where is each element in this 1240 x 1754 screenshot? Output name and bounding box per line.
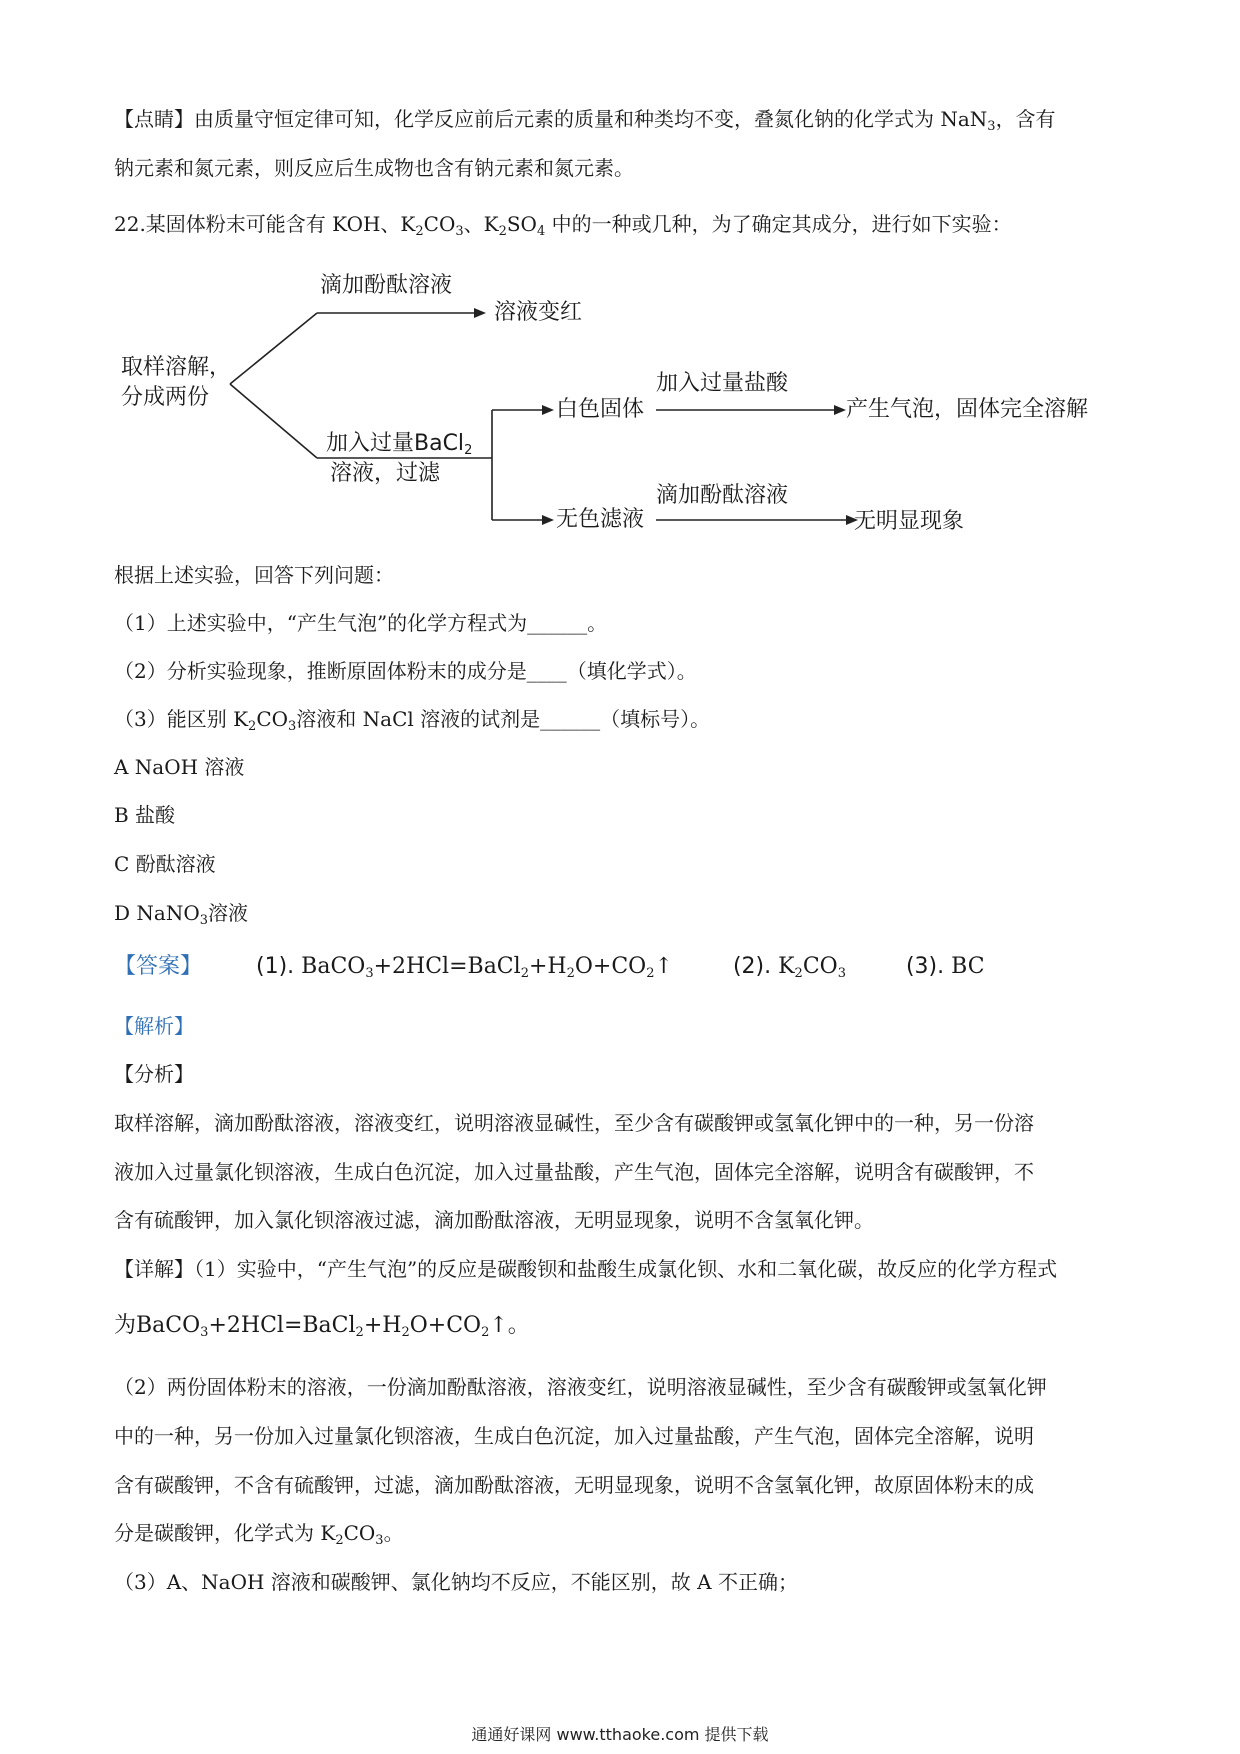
fenxi-line-3: 含有硫酸钾，加入氯化钡溶液过滤，滴加酚酞溶液，无明显现象，说明不含氢氧化钾。 bbox=[114, 1208, 874, 1232]
filtrate-result-label: 无明显现象 bbox=[854, 509, 965, 534]
bottom-reagent-label-2: 溶液，过滤 bbox=[330, 461, 441, 486]
p2-line-2: 中的一种，另一份加入过量氯化钡溶液，生成白色沉淀，加入过量盐酸，产生气泡，固体完全溶解，说明 bbox=[114, 1424, 1034, 1448]
p2-line-4: 分是碳酸钾，化学式为 $K_2CO_3$。 bbox=[114, 1521, 404, 1548]
footer-credit: 通通好课网 www.tthaoke.com 提供下载 bbox=[471, 1725, 769, 1744]
acid-result-label: 产生气泡，固体完全溶解 bbox=[846, 397, 1089, 422]
answer-tag: 【答案】 bbox=[114, 954, 203, 979]
arrowhead-filtrate bbox=[542, 515, 554, 525]
option-a: A NaOH 溶液 bbox=[114, 755, 245, 779]
arrowhead-white-solid bbox=[542, 405, 554, 415]
option-c: C 酚酞溶液 bbox=[114, 852, 216, 876]
dianjing-line-1: 【点睛】由质量守恒定律可知，化学反应前后元素的质量和种类均不变，叠氮化钠的化学式为 NaN$_3$，含有 bbox=[114, 107, 1056, 134]
p2-line-1: （2）两份固体粉末的溶液，一份滴加酚酞溶液，溶液变红，说明溶液显碱性，至少含有碳酸钾或氢氧化钾 bbox=[114, 1375, 1047, 1399]
jiexi-tag: 【解析】 bbox=[114, 1014, 194, 1038]
question-2: （2）分析实验现象，推断原固体粉末的成分是____（填化学式）。 bbox=[114, 659, 697, 683]
p2-line-3: 含有碳酸钾，不含有硫酸钾，过滤，滴加酚酞溶液，无明显现象，说明不含氢氧化钾，故原固体粉末的成 bbox=[114, 1473, 1034, 1497]
branch-line-up bbox=[230, 313, 317, 384]
bottom-reagent-label: 加入过量BaCl$_2$ bbox=[326, 431, 473, 458]
option-b: B 盐酸 bbox=[114, 803, 176, 827]
dianjing-tag: 【点睛】 bbox=[114, 107, 194, 131]
top-reagent-label: 滴加酚酞溶液 bbox=[320, 273, 453, 298]
dianjing-line-2: 钠元素和氮元素，则反应后生成物也含有钠元素和氮元素。 bbox=[114, 156, 634, 180]
branch-line-down bbox=[230, 384, 317, 458]
arrowhead-acid bbox=[834, 405, 846, 415]
answer-line: 【答案】 (1). $BaCO_3+2HCl=BaCl_2+H_2O+CO_2↑$ (2). $K_2CO_3$ (3). BC bbox=[114, 954, 985, 981]
option-d: D NaNO$_3$溶液 bbox=[114, 901, 248, 928]
question-1: （1）上述实验中，“产生气泡”的化学方程式为______。 bbox=[114, 611, 608, 635]
equation: $BaCO_3+2HCl=BaCl_2+H_2O+CO_2↑$ bbox=[301, 954, 673, 981]
acid-reagent-label: 加入过量盐酸 bbox=[656, 371, 789, 396]
p3-line-1: （3）A、NaOH 溶液和碳酸钾、氯化钠均不反应，不能区别，故 A 不正确； bbox=[114, 1570, 798, 1594]
question-3: （3）能区别 $K_2CO_3$溶液和 NaCl 溶液的试剂是______（填标号）。 bbox=[114, 707, 711, 734]
xiangjie-line-1: 【详解】（1）实验中，“产生气泡”的反应是碳酸钡和盐酸生成氯化钡、水和二氧化碳，故反应的化学方程式 bbox=[114, 1257, 1058, 1281]
filtrate-reagent-label: 滴加酚酞溶液 bbox=[656, 483, 789, 508]
white-solid-label: 白色固体 bbox=[556, 397, 645, 422]
prompt-text: 根据上述实验，回答下列问题： bbox=[114, 563, 394, 587]
start-label-2: 分成两份 bbox=[121, 385, 210, 410]
start-label-1: 取样溶解， bbox=[121, 355, 232, 380]
fenxi-line-2: 液加入过量氯化钡溶液，生成白色沉淀，加入过量盐酸，产生气泡，固体完全溶解，说明含有碳酸钾，不 bbox=[114, 1160, 1034, 1184]
fenxi-line-1: 取样溶解，滴加酚酞溶液，溶液变红，说明溶液显碱性，至少含有碳酸钾或氢氧化钾中的一种，另一份溶 bbox=[114, 1111, 1034, 1135]
filtrate-label: 无色滤液 bbox=[556, 507, 645, 532]
fenxi-tag: 【分析】 bbox=[114, 1062, 194, 1086]
xiangjie-line-2: 为$BaCO_3+2HCl=BaCl_2+H_2O+CO_2↑$。 bbox=[114, 1313, 530, 1340]
question-stem: 22.某固体粉末可能含有 KOH、$K_2CO_3$、$K_2SO_4$ 中的一种或几种，为了确定其成分，进行如下实验： bbox=[114, 212, 1012, 239]
top-result-label: 溶液变红 bbox=[494, 300, 583, 325]
arrowhead-top bbox=[474, 308, 486, 318]
